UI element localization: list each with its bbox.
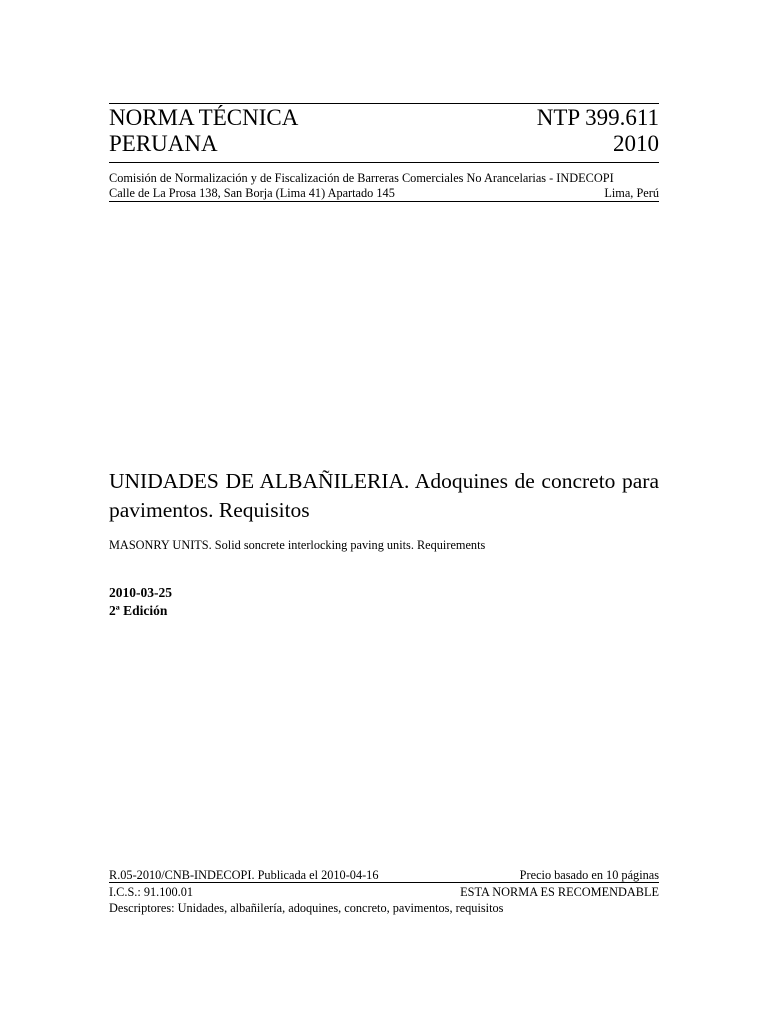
document-title-text: UNIDADES DE ALBAÑILERIA. Adoquines de concreto para pavimentos. Requisitos (109, 469, 659, 522)
recommendation-text: ESTA NORMA ES RECOMENDABLE (460, 885, 659, 899)
footer-line-2 (109, 885, 659, 899)
header-bottom-rule (109, 201, 659, 202)
footer-rule (109, 882, 659, 883)
approval-date: 2010-03-25 (109, 585, 172, 600)
standard-year: 2010 (613, 131, 659, 156)
city-text: Lima, Perú (604, 186, 659, 200)
header-line-1 (109, 105, 659, 131)
address-line (109, 186, 659, 200)
header-middle-rule (109, 162, 659, 163)
address-text: Calle de La Prosa 138, San Borja (Lima 41) Apartado 145 (109, 186, 395, 200)
standard-code: NTP 399.611 (536, 105, 659, 130)
price-text: Precio basado en 10 páginas (519, 868, 659, 882)
english-title: MASONRY UNITS. Solid soncrete interlocking paving units. Requirements (109, 538, 486, 552)
descriptors-text: Descriptores: Unidades, albañilería, adoquines, concreto, pavimentos, requisitos (109, 901, 504, 915)
organization-name: Comisión de Normalización y de Fiscalización de Barreras Comerciales No Arancelarias - INDECOPI (109, 171, 614, 185)
standard-country-label: PERUANA (109, 131, 218, 156)
standard-type-label: NORMA TÉCNICA (109, 105, 299, 130)
resolution-text: R.05-2010/CNB-INDECOPI. Publicada el 2010-04-16 (109, 868, 379, 882)
footer-line-1 (109, 868, 659, 882)
ics-code: I.C.S.: 91.100.01 (109, 885, 194, 899)
document-title (109, 467, 659, 525)
header-top-rule (109, 103, 659, 104)
header-line-2 (109, 131, 659, 157)
edition-number: 2ª Edición (109, 603, 168, 618)
